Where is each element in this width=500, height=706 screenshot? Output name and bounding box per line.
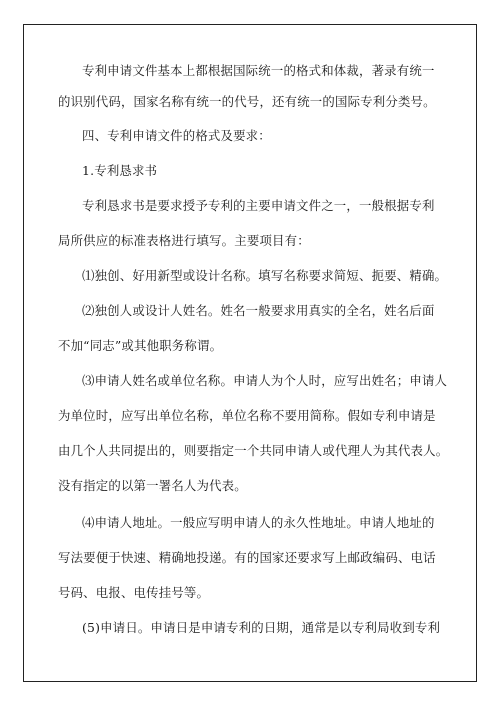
text-line: 没有指定的以第一署名人为代表。 [58,478,247,493]
text-line: 号码、电报、电传挂号等。 [58,585,210,600]
text-line: 专利恳求书是要求授予专利的主要申请文件之一，一般根据专利 [82,198,435,213]
list-item: ⑷申请人地址。一般应写明申请人的永久性地址。申请人地址的 [82,515,435,530]
text-line: 不加“同志”或其他职务称谓。 [58,338,223,353]
text-line: 局所供应的标准表格进行填写。主要项目有： [58,233,310,248]
text-line: 由几个人共同提出的，则要指定一个共同申请人或代理人为其代表人。 [58,443,449,458]
text-line: 写法要便于快速、精确地投递。有的国家还要求写上邮政编码、电话 [58,550,436,565]
text-line: 专利申请文件基本上都根据国际统一的格式和体裁，著录有统一 [82,63,435,78]
section-heading: 四、专利申请文件的格式及要求： [82,128,271,143]
list-item: ⑵独创人或设计人姓名。姓名一般要求用真实的全名，姓名后面 [82,303,435,318]
list-item: (5)申请日。申请日是申请专利的日期，通常是以专利局收到专利 [82,620,441,635]
subsection-heading: 1.专利恳求书 [82,163,158,178]
list-item: ⑴独创、好用新型或设计名称。填写名称要求简短、扼要、精确。 [82,268,448,283]
text-line: 为单位时，应写出单位名称，单位名称不要用简称。假如专利申请是 [58,408,436,423]
text-line: 的识别代码，国家名称有统一的代号，还有统一的国际专利分类号。 [58,94,436,109]
list-item: ⑶申请人姓名或单位名称。申请人为个人时，应写出姓名；申请人 [82,373,448,388]
